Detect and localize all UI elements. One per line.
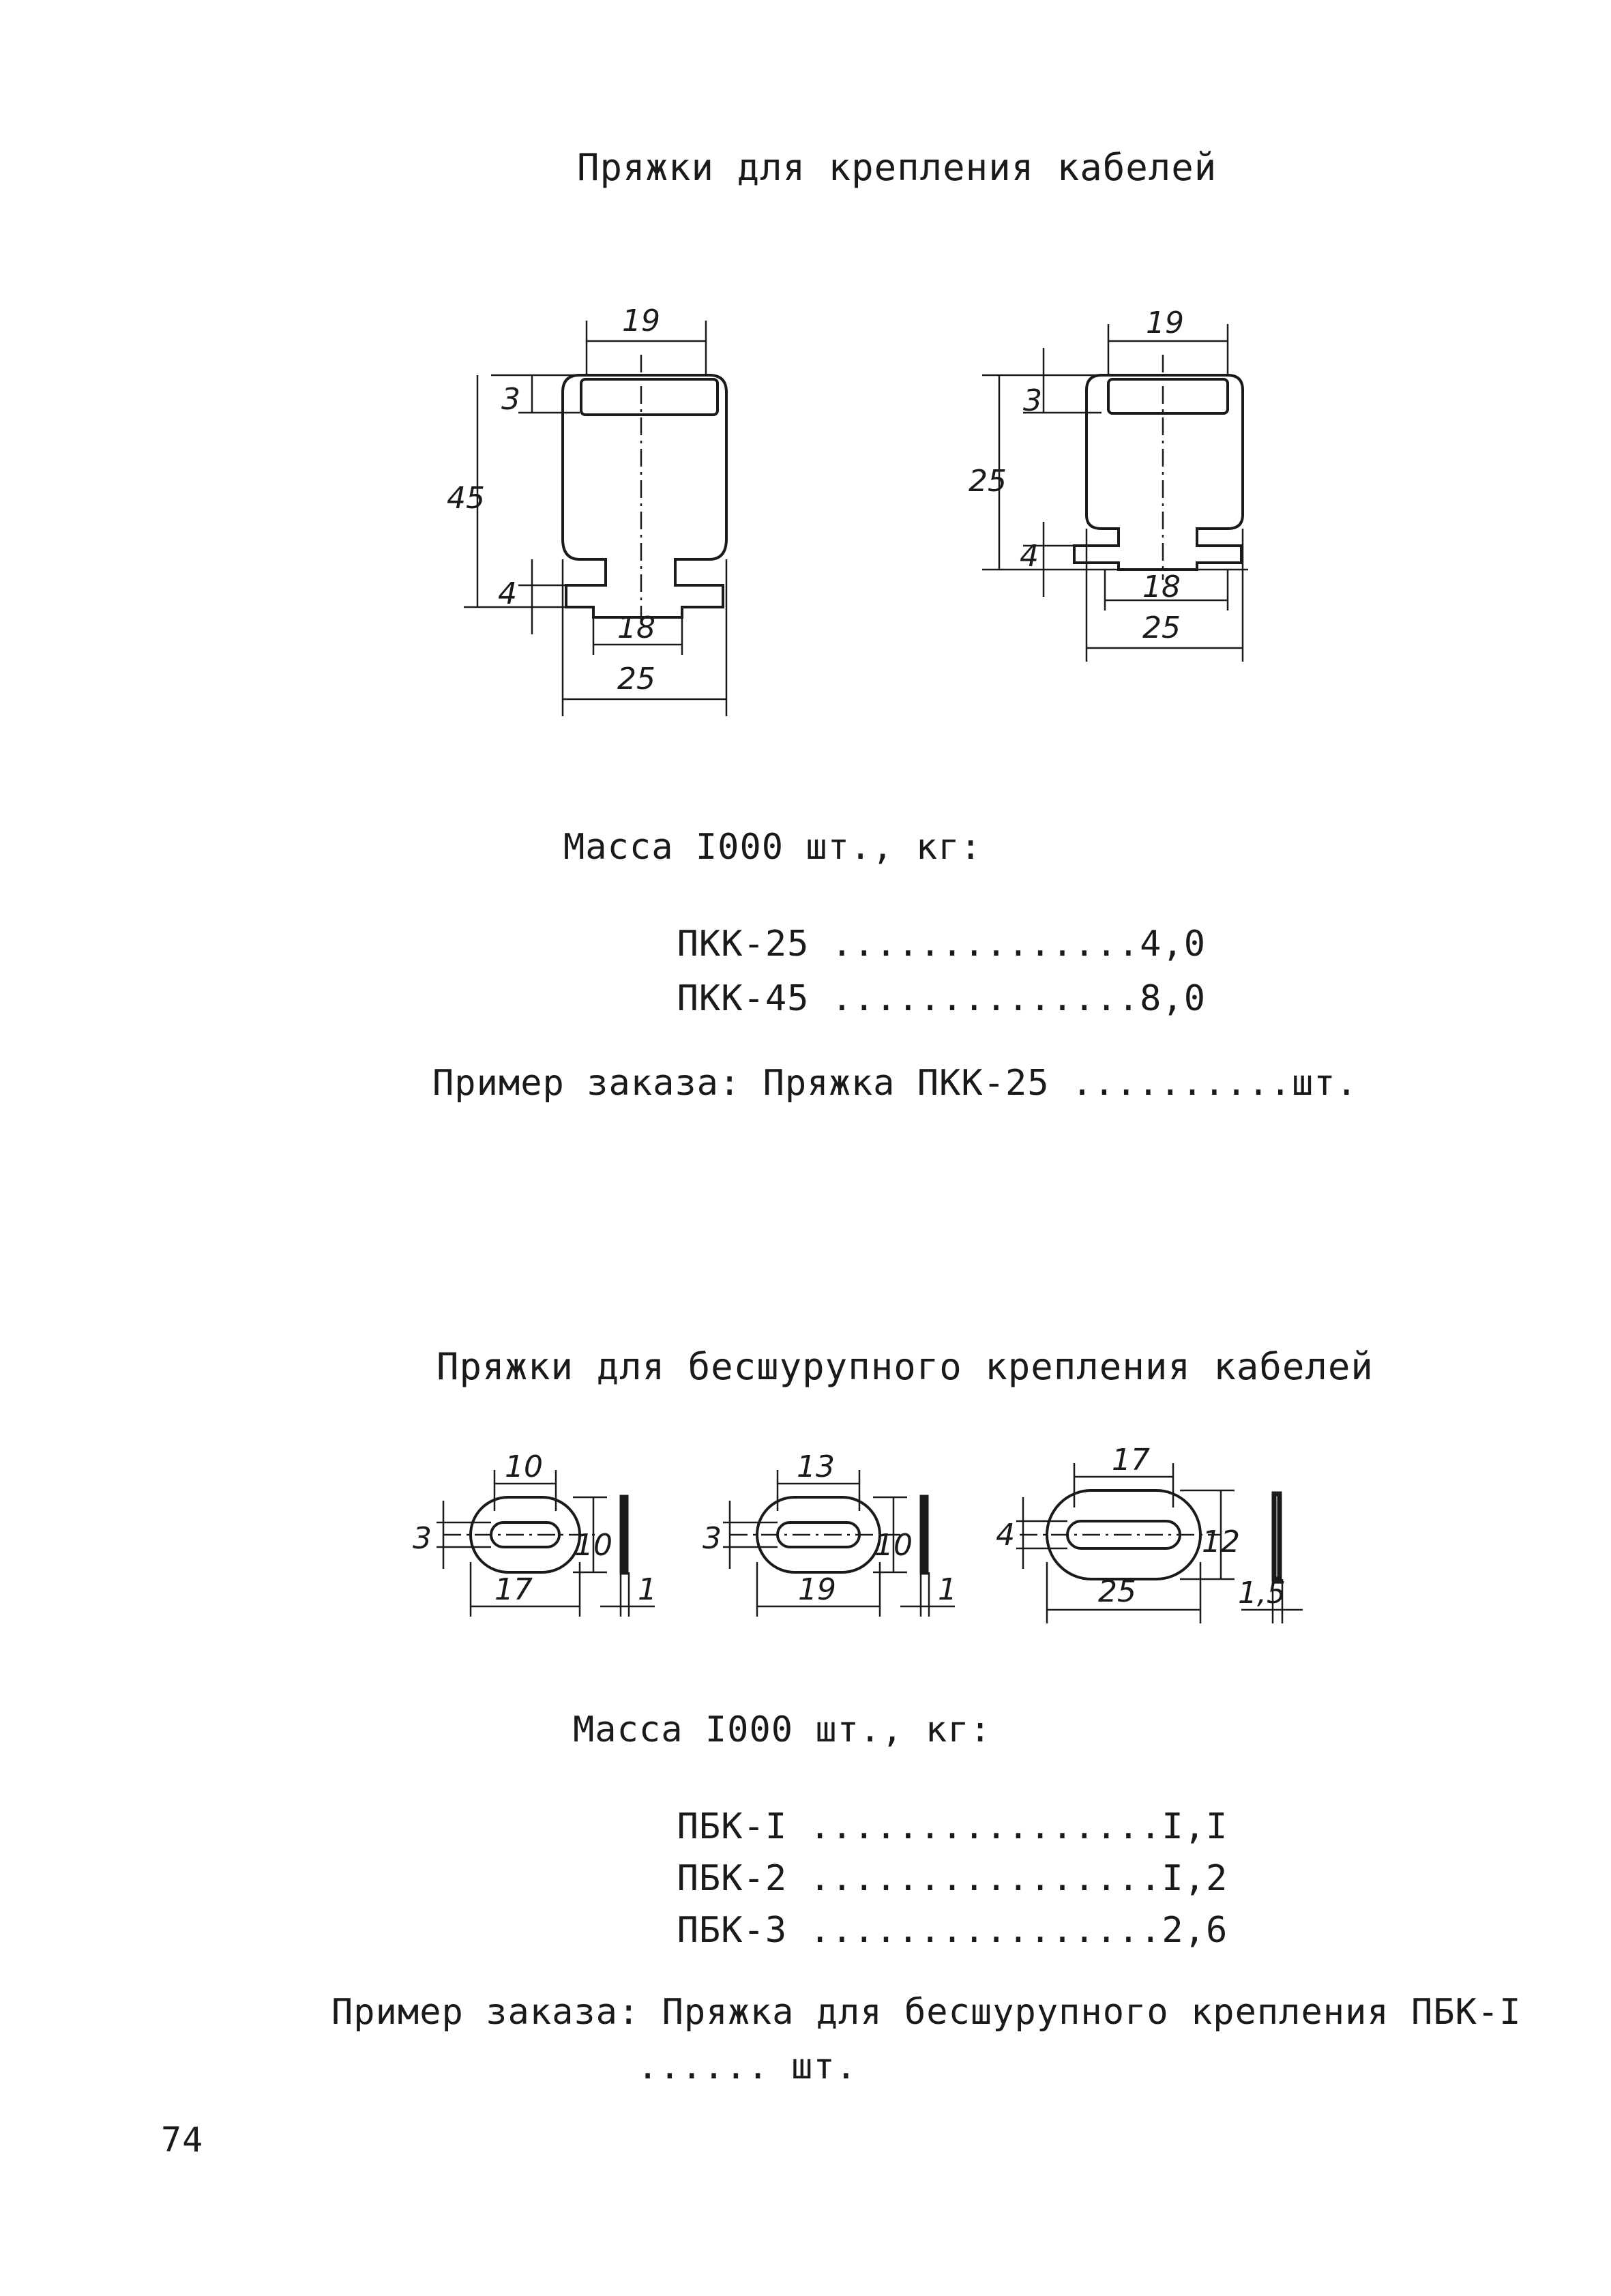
dim-pkk25-overall: 25 — [1142, 610, 1181, 645]
dim-pkk45-tab: 4 — [498, 576, 517, 611]
dim-pkk25-slot: 3 — [1023, 383, 1042, 418]
mass-row-value: 8,0 — [1140, 978, 1206, 1019]
page-number: 74 — [161, 2120, 204, 2160]
mass-row-name: ПКК-45 — [677, 978, 810, 1019]
dim-pbk1-height: 10 — [574, 1528, 612, 1563]
dim-pkk25-tab: 4 — [1020, 539, 1039, 574]
dim-pbk3-thickness: 1,5 — [1238, 1576, 1286, 1610]
mass-row-dots: .............. — [831, 978, 1140, 1019]
section1-mass-heading: Масса I000 шт., кг: — [563, 827, 982, 868]
dim-pbk2-slot-length: 13 — [797, 1449, 835, 1484]
dim-pbk2-thickness: 1 — [938, 1572, 957, 1607]
dim-pkk45-width-top: 19 — [622, 304, 660, 338]
dim-pbk3-slot-width: 4 — [996, 1518, 1015, 1552]
section2-order-example-line1: Пример заказа: Пряжка для бесшурупного крепления ПБК-I — [331, 1992, 1522, 2033]
mass-row-value: I,I — [1162, 1806, 1228, 1847]
mass-row-dots: .............. — [831, 924, 1140, 965]
dim-pbk2-length: 19 — [798, 1572, 836, 1607]
mass-row-name: ПБК-I — [677, 1806, 788, 1847]
dim-pkk45-overall: 25 — [617, 662, 655, 696]
dim-pbk1-slot-width: 3 — [413, 1521, 432, 1556]
dim-pkk25-height: 25 — [969, 464, 1007, 499]
section2-mass-heading: Масса I000 шт., кг: — [573, 1709, 992, 1750]
dim-pkk25-bottom: 18 — [1142, 570, 1181, 604]
mass-row-value: 4,0 — [1140, 924, 1206, 965]
dim-pbk1-thickness: 1 — [638, 1572, 657, 1607]
drawing-pbk2 — [703, 1449, 957, 1617]
section1-order-example: Пример заказа: Пряжка ПКК-25 ..........шт. — [432, 1063, 1358, 1104]
dim-pbk1-slot-length: 10 — [505, 1449, 543, 1484]
mass-row-name: ПКК-25 — [677, 924, 810, 965]
mass-row-name: ПБК-2 — [677, 1858, 788, 1899]
drawing-pbk1 — [413, 1449, 657, 1617]
dim-pbk3-length: 25 — [1098, 1574, 1136, 1609]
dim-pbk2-slot-width: 3 — [703, 1521, 722, 1556]
dim-pbk3-height: 12 — [1202, 1525, 1240, 1559]
dim-pbk3-slot-length: 17 — [1112, 1443, 1150, 1477]
mass-row-name: ПБК-3 — [677, 1910, 788, 1951]
dim-pkk45-bottom: 18 — [617, 610, 655, 645]
mass-row-dots: ................ — [809, 1910, 1162, 1951]
section2-title: Пряжки для бесшурупного крепления кабелей — [437, 1345, 1374, 1388]
dim-pkk45-height: 45 — [447, 481, 485, 516]
dim-pkk25-width-top: 19 — [1146, 306, 1184, 340]
section2-order-example-line2: ...... шт. — [637, 2046, 858, 2087]
dim-pbk2-height: 10 — [874, 1528, 913, 1563]
mass-row-dots: ................ — [809, 1858, 1162, 1899]
mass-row-pbk3 — [633, 1869, 1228, 1951]
section1-title: Пряжки для крепления кабелей — [577, 146, 1217, 189]
mass-row-value: 2,6 — [1162, 1910, 1228, 1951]
dim-pbk1-length: 17 — [494, 1572, 533, 1607]
drawing-pbk3 — [996, 1443, 1303, 1623]
mass-row-dots: ................ — [809, 1806, 1162, 1847]
dim-pkk45-slot: 3 — [501, 382, 520, 417]
mass-row-value: I,2 — [1162, 1858, 1228, 1899]
